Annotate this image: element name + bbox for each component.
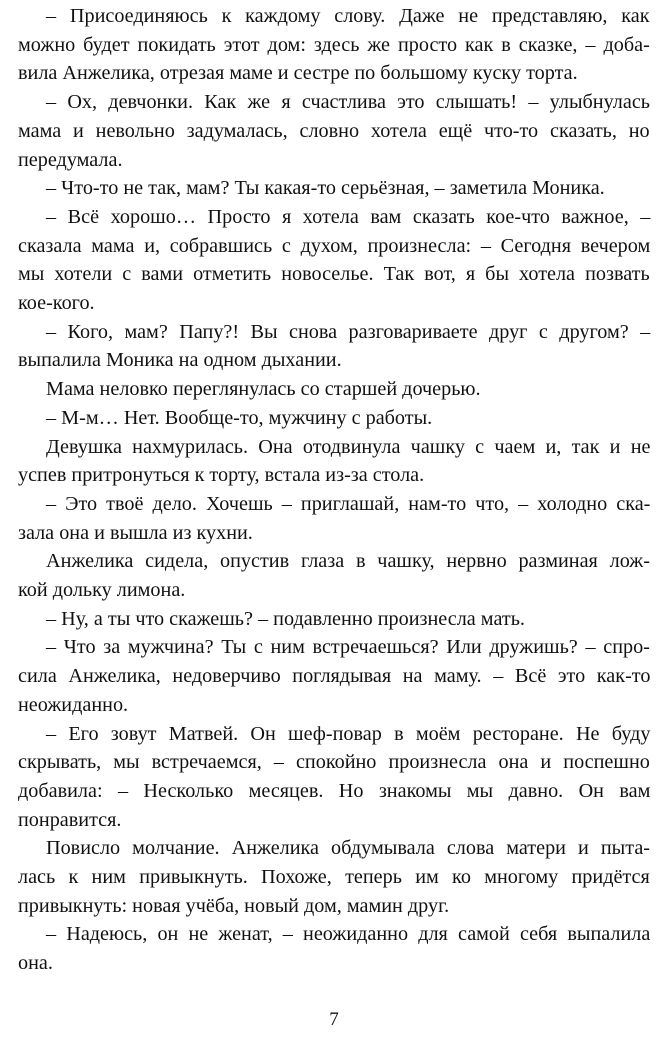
text-line: – Присоединяюсь к каждому слову. Даже не представляю, как	[46, 5, 650, 27]
text-line: скрывать, мы встречаемся, – спокойно произнесла она и поспешно	[18, 751, 650, 774]
text-line: Мама неловко переглянулась со старшей дочерью.	[46, 378, 481, 401]
text-line: Девушка нахмурилась. Она отодвинула чашку с чаем и, так и не	[46, 435, 651, 458]
text-line: мама и невольно задумалась, словно хотела ещё что-то сказать, но	[18, 119, 650, 142]
text-line: кой дольку лимона.	[18, 579, 186, 601]
text-line: – Это твоё дело. Хочешь – приглашай, нам-то что, – холодно ска-	[46, 492, 651, 515]
text-line: – Кого, мам? Папу?! Вы снова разговариваете друг с другом? –	[46, 320, 651, 343]
text-line: успев притронуться к торту, встала из-за стола.	[18, 464, 425, 487]
text-line: – М-м… Нет. Вообще-то, мужчину с работы.	[46, 406, 433, 429]
page-number: 7	[329, 1009, 339, 1030]
text-line: мы хотели с вами отметить новоселье. Так вот, я бы хотела позвать	[18, 263, 650, 286]
text-line: Анжелика сидела, опустив глаза в чашку, нервно разминая лож-	[46, 550, 650, 573]
text-line: добавила: – Несколько месяцев. Но знакомы мы давно. Он вам	[18, 779, 651, 802]
text-line: передумала.	[18, 148, 123, 171]
text-line: – Что за мужчина? Ты с ним встречаешься? Или дружишь? – спро-	[46, 636, 650, 659]
text-line: вила Анжелика, отрезая маме и сестре по большому куску торта.	[18, 62, 578, 85]
text-line: зала она и вышла из кухни.	[18, 521, 253, 544]
text-line: привыкнуть: новая учёба, новый дом, мамин друг.	[18, 894, 450, 917]
text-line: можно будет покидать этот дом: здесь же просто как в сказке, – доба-	[18, 33, 650, 56]
text-line: – Ну, а ты что скажешь? – подавленно произнесла мать.	[46, 607, 525, 630]
text-line: неожиданно.	[18, 693, 129, 716]
text-line: понравится.	[18, 808, 122, 831]
text-line: – Надеюсь, он не женат, – неожиданно для самой себя выпалила	[46, 923, 651, 946]
text-line: выпалила Моника на одном дыхании.	[18, 349, 342, 372]
text-line: сказала мама и, собравшись с духом, произнесла: – Сегодня вечером	[18, 234, 651, 257]
text-line: лась к ним привыкнуть. Похоже, теперь им ко многому придётся	[18, 866, 650, 888]
text-line: – Всё хорошо… Просто я хотела вам сказать кое-что важное, –	[46, 205, 651, 228]
text-line: Повисло молчание. Анжелика обдумывала слова матери и пыта-	[46, 837, 650, 860]
text-line: – Его зовут Матвей. Он шеф-повар в моём ресторане. Не буду	[46, 722, 651, 745]
text-line: кое-кого.	[18, 292, 95, 314]
text-line: – Что-то не так, мам? Ты какая-то серьёзная, – заметила Моника.	[46, 177, 605, 200]
text-line: сила Анжелика, недоверчиво поглядывая на маму. – Всё это как-то	[18, 665, 651, 688]
text-line: – Ох, девчонки. Как же я счастлива это слышать! – улыбнулась	[46, 91, 650, 114]
text-line: она.	[18, 952, 53, 975]
